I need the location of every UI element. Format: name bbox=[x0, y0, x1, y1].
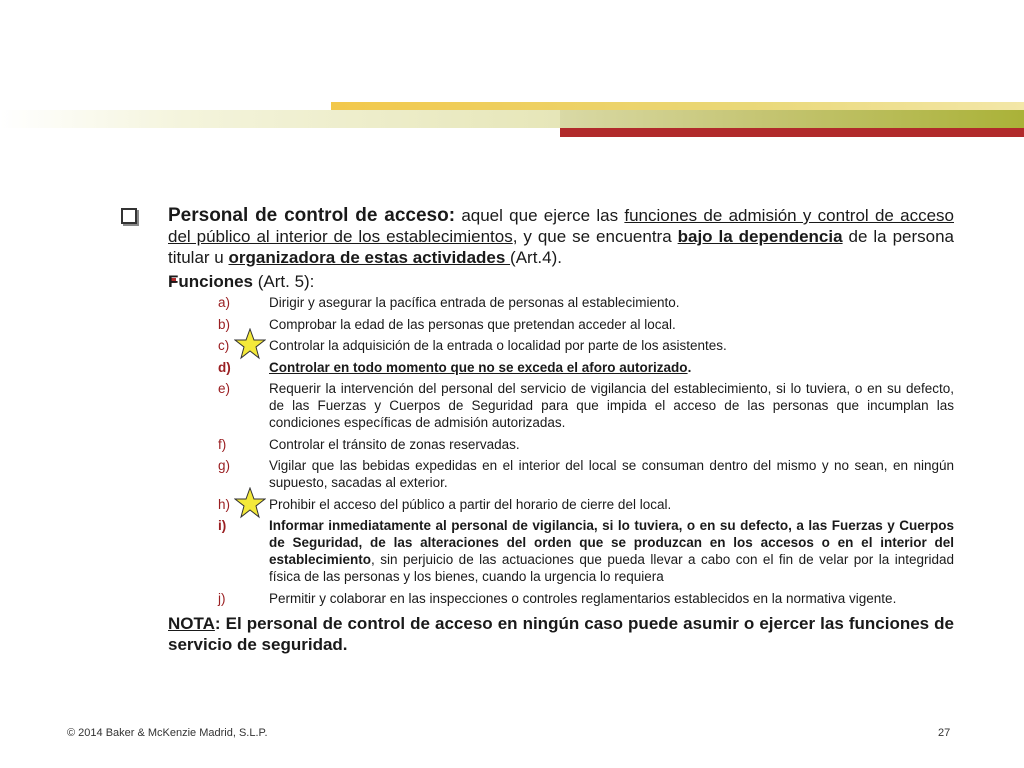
list-item: d) Controlar en todo momento que no se exceda el aforo autorizado. bbox=[218, 359, 692, 375]
intro-underlined-1: funciones de admisión y control de acceso del público al interior de los establecimientos bbox=[168, 206, 954, 246]
intro-bold-1: bajo la dependencia bbox=[677, 227, 843, 246]
funciones-heading: Funciones (Art. 5): bbox=[168, 272, 315, 291]
intro-lead: Personal de control de acceso: bbox=[168, 205, 456, 226]
list-item: h) Prohibir el acceso del público a partir del horario de cierre del local. bbox=[118, 496, 954, 513]
header-band-gold bbox=[331, 102, 1024, 110]
note-label: NOTA bbox=[168, 613, 215, 633]
note-text: : El personal de control de acceso en ningún caso puede asumir o ejercer las funciones de servicio de seguridad. bbox=[168, 613, 954, 654]
funciones-list bbox=[118, 294, 954, 607]
checkbox-bullet-icon bbox=[121, 208, 137, 224]
list-item: e) Requerir la intervención del personal del servicio de vigilancia del establecimiento, si lo tuviera, o en su defecto, de las Fuerzas y Cuerpos de Seguridad para que impida el acceso de las personas que incumplan las condiciones específicas de admisión autorizadas. bbox=[218, 381, 954, 430]
star-icon bbox=[234, 328, 266, 360]
page-number: 27 bbox=[938, 727, 951, 739]
list-item: j) Permitir y colaborar en las inspecciones o controles reglamentarios establecidos en la normativa vigente. bbox=[218, 590, 897, 606]
list-item: f) Controlar el tránsito de zonas reservadas. bbox=[218, 436, 520, 452]
list-item: i) Informar inmediatamente al personal de vigilancia, si lo tuviera, o en su defecto, a las Fuerzas y Cuerpos de Seguridad, de las alteraciones del orden que se produzcan en los accesos o en el interior del establecimiento, sin perjuicio de las actuaciones que pueda llevar a cabo con el fin de velar por la integridad física de las personas y los bienes, cuando la urgencia lo requiera bbox=[218, 518, 954, 584]
list-item: g) Vigilar que las bebidas expedidas en el interior del local se consuman dentro del mismo y no sean, en ningún supuesto, sacadas al exterior. bbox=[218, 458, 954, 490]
intro-bold-2: organizadora de estas actividades bbox=[228, 248, 511, 267]
note-paragraph bbox=[118, 613, 954, 655]
list-item: b) Comprobar la edad de las personas que pretendan acceder al local. bbox=[218, 316, 676, 332]
list-item: c) Controlar la adquisición de la entrada o localidad por parte de los asistentes. bbox=[118, 337, 954, 354]
footer-copyright: © 2014 Baker & McKenzie Madrid, S.L.P. bbox=[67, 727, 268, 739]
header-band-red bbox=[560, 128, 1024, 137]
header-band-olive bbox=[560, 110, 1024, 128]
slide-content bbox=[118, 205, 954, 655]
intro-paragraph: Personal de control de acceso: aquel que ejerce las funciones de admisión y control de acceso del público al interior de los establecimientos, y que se encuentra bajo la dependencia de la persona titular u organizadora de estas actividades (Art.4). bbox=[118, 205, 954, 268]
list-item: a) Dirigir y asegurar la pacífica entrada de personas al establecimiento. bbox=[218, 295, 680, 310]
star-icon bbox=[234, 487, 266, 519]
